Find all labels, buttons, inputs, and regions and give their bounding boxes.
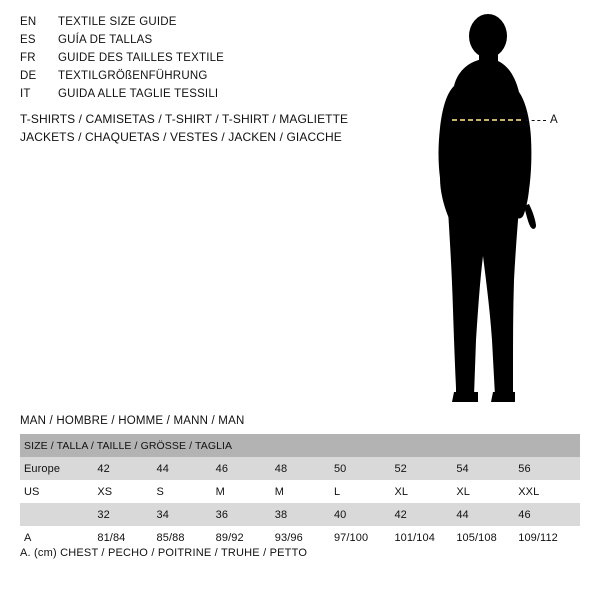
language-text: GUÍA DE TALLAS bbox=[58, 34, 153, 46]
table-cell: 85/88 bbox=[157, 526, 216, 549]
language-row bbox=[20, 34, 380, 52]
language-row bbox=[20, 16, 380, 34]
table-cell: 105/108 bbox=[456, 526, 518, 549]
table-row bbox=[20, 526, 580, 549]
table-header-label: SIZE / TALLA / TAILLE / GRÖSSE / TAGLIA bbox=[20, 434, 580, 457]
table-title: MAN / HOMBRE / HOMME / MANN / MAN bbox=[20, 415, 245, 427]
table-cell: 32 bbox=[97, 503, 156, 526]
row-label: Europe bbox=[20, 457, 97, 480]
language-code: EN bbox=[20, 16, 37, 28]
table-cell: 48 bbox=[275, 457, 334, 480]
language-code: ES bbox=[20, 34, 36, 46]
category-tshirts: T-SHIRTS / CAMISETAS / T-SHIRT / T-SHIRT / MAGLIETTE bbox=[20, 112, 349, 126]
table-cell: 54 bbox=[456, 457, 518, 480]
table-cell: 56 bbox=[518, 457, 580, 480]
table-cell: S bbox=[157, 480, 216, 503]
table-cell: 97/100 bbox=[334, 526, 395, 549]
table-cell: L bbox=[334, 480, 395, 503]
table-cell: 42 bbox=[394, 503, 456, 526]
footer-note: A. (cm) CHEST / PECHO / POITRINE / TRUHE / PETTO bbox=[20, 547, 308, 559]
size-table bbox=[20, 434, 580, 549]
category-list bbox=[20, 110, 400, 146]
measure-pointer-dashes bbox=[526, 120, 546, 122]
table-cell: 44 bbox=[157, 457, 216, 480]
table-cell: 109/112 bbox=[518, 526, 580, 549]
table-cell: 40 bbox=[334, 503, 395, 526]
row-label: A bbox=[20, 526, 97, 549]
man-silhouette-figure bbox=[400, 10, 590, 410]
measure-label-a: A bbox=[550, 114, 559, 126]
table-cell: 34 bbox=[157, 503, 216, 526]
language-row bbox=[20, 88, 380, 106]
language-text: GUIDE DES TAILLES TEXTILE bbox=[58, 52, 225, 64]
table-cell: 36 bbox=[216, 503, 275, 526]
table-row bbox=[20, 503, 580, 526]
language-text: TEXTILGRÖßENFÜHRUNG bbox=[58, 70, 208, 82]
table-row bbox=[20, 480, 580, 503]
language-code: DE bbox=[20, 70, 37, 82]
category-jackets: JACKETS / CHAQUETAS / VESTES / JACKEN / GIACCHE bbox=[20, 130, 342, 144]
table-cell: 93/96 bbox=[275, 526, 334, 549]
table-cell: 46 bbox=[216, 457, 275, 480]
table-cell: XL bbox=[456, 480, 518, 503]
table-cell: 44 bbox=[456, 503, 518, 526]
table-cell: 101/104 bbox=[394, 526, 456, 549]
table-cell: XXL bbox=[518, 480, 580, 503]
language-text: GUIDA ALLE TAGLIE TESSILI bbox=[58, 88, 219, 100]
language-list bbox=[20, 16, 380, 106]
language-code: FR bbox=[20, 52, 36, 64]
table-cell: XS bbox=[97, 480, 156, 503]
language-row bbox=[20, 70, 380, 88]
table-cell: M bbox=[216, 480, 275, 503]
size-table-section bbox=[20, 415, 580, 549]
language-text: TEXTILE SIZE GUIDE bbox=[58, 16, 177, 28]
table-cell: 46 bbox=[518, 503, 580, 526]
table-cell: 38 bbox=[275, 503, 334, 526]
table-cell: 81/84 bbox=[97, 526, 156, 549]
table-cell: 42 bbox=[97, 457, 156, 480]
silhouette-icon bbox=[400, 10, 590, 410]
table-row bbox=[20, 457, 580, 480]
table-cell: 52 bbox=[394, 457, 456, 480]
language-code: IT bbox=[20, 88, 31, 100]
table-cell: 50 bbox=[334, 457, 395, 480]
table-cell: 89/92 bbox=[216, 526, 275, 549]
language-row bbox=[20, 52, 380, 70]
table-cell: M bbox=[275, 480, 334, 503]
table-cell: XL bbox=[394, 480, 456, 503]
row-label: US bbox=[20, 480, 97, 503]
table-header-row bbox=[20, 434, 580, 457]
row-label bbox=[20, 503, 97, 526]
